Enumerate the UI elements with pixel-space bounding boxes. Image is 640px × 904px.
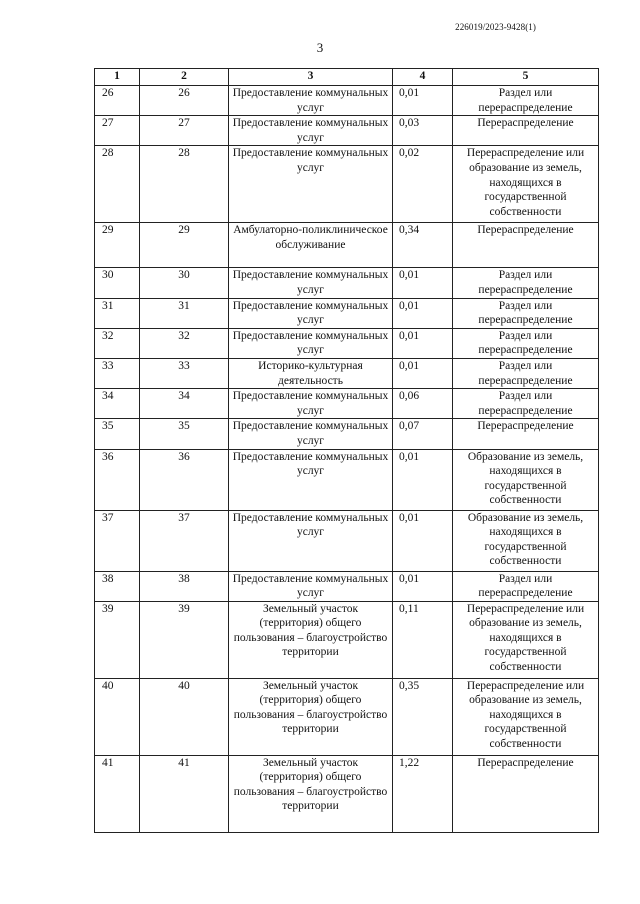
cell-col-3: Предоставление коммунальных услуг	[229, 268, 393, 298]
cell-col-1: 29	[95, 223, 140, 268]
table-row	[95, 389, 599, 419]
cell-col-5: Перераспределение	[453, 223, 599, 268]
cell-col-4: 0,01	[393, 510, 453, 571]
cell-col-4: 0,01	[393, 571, 453, 601]
cell-col-2: 30	[140, 268, 229, 298]
cell-col-2: 34	[140, 389, 229, 419]
table-body	[95, 86, 599, 833]
cell-col-4: 0,01	[393, 86, 453, 116]
cell-col-2: 41	[140, 755, 229, 832]
cell-col-5: Раздел или перераспределение	[453, 389, 599, 419]
cell-col-4: 0,01	[393, 298, 453, 328]
page-number: 3	[316, 40, 324, 55]
cell-col-4: 0,01	[393, 268, 453, 298]
cell-col-5: Раздел или перераспределение	[453, 298, 599, 328]
table-row	[95, 449, 599, 510]
cell-col-5: Перераспределение или образование из земель, находящихся в государственной собственности	[453, 601, 599, 678]
cell-col-3: Земельный участок (территория) общего пользования – благоустройство территории	[229, 755, 393, 832]
cell-col-1: 35	[95, 419, 140, 449]
cell-col-5: Раздел или перераспределение	[453, 328, 599, 358]
cell-col-1: 33	[95, 358, 140, 388]
table-row	[95, 601, 599, 678]
cell-col-5: Раздел или перераспределение	[453, 268, 599, 298]
cell-col-4: 0,34	[393, 223, 453, 268]
cell-col-1: 27	[95, 116, 140, 146]
cell-col-4: 1,22	[393, 755, 453, 832]
cell-col-4: 0,06	[393, 389, 453, 419]
cell-col-2: 36	[140, 449, 229, 510]
cell-col-4: 0,03	[393, 116, 453, 146]
cell-col-5: Раздел или перераспределение	[453, 86, 599, 116]
land-plots-table	[94, 68, 599, 833]
cell-col-2: 33	[140, 358, 229, 388]
cell-col-2: 35	[140, 419, 229, 449]
cell-col-4: 0,02	[393, 146, 453, 223]
column-header-2: 2	[140, 69, 229, 86]
cell-col-3: Предоставление коммунальных услуг	[229, 510, 393, 571]
cell-col-3: Предоставление коммунальных услуг	[229, 86, 393, 116]
table-row	[95, 510, 599, 571]
table-row	[95, 116, 599, 146]
cell-col-2: 38	[140, 571, 229, 601]
cell-col-3: Историко-культурная деятельность	[229, 358, 393, 388]
cell-col-3: Предоставление коммунальных услуг	[229, 571, 393, 601]
document-id: 226019/2023-9428(1)	[455, 22, 536, 32]
cell-col-4: 0,01	[393, 358, 453, 388]
cell-col-4: 0,35	[393, 678, 453, 755]
cell-col-5: Образование из земель, находящихся в государственной собственности	[453, 449, 599, 510]
table-row	[95, 571, 599, 601]
cell-col-5: Перераспределение	[453, 116, 599, 146]
cell-col-5: Перераспределение или образование из земель, находящихся в государственной собственности	[453, 678, 599, 755]
table-row	[95, 86, 599, 116]
cell-col-3: Земельный участок (территория) общего пользования – благоустройство территории	[229, 678, 393, 755]
cell-col-5: Раздел или перераспределение	[453, 358, 599, 388]
cell-col-5: Перераспределение	[453, 419, 599, 449]
cell-col-5: Перераспределение	[453, 755, 599, 832]
column-header-5: 5	[453, 69, 599, 86]
cell-col-3: Предоставление коммунальных услуг	[229, 328, 393, 358]
cell-col-1: 28	[95, 146, 140, 223]
table-row	[95, 298, 599, 328]
cell-col-1: 40	[95, 678, 140, 755]
column-header-1: 1	[95, 69, 140, 86]
cell-col-2: 31	[140, 298, 229, 328]
cell-col-1: 30	[95, 268, 140, 298]
cell-col-2: 32	[140, 328, 229, 358]
cell-col-1: 38	[95, 571, 140, 601]
cell-col-2: 37	[140, 510, 229, 571]
cell-col-3: Земельный участок (территория) общего пользования – благоустройство территории	[229, 601, 393, 678]
column-header-4: 4	[393, 69, 453, 86]
cell-col-1: 36	[95, 449, 140, 510]
cell-col-3: Предоставление коммунальных услуг	[229, 298, 393, 328]
table-row	[95, 419, 599, 449]
cell-col-1: 26	[95, 86, 140, 116]
cell-col-2: 28	[140, 146, 229, 223]
table-row	[95, 268, 599, 298]
cell-col-3: Амбулаторно-поликлиническое обслуживание	[229, 223, 393, 268]
cell-col-4: 0,11	[393, 601, 453, 678]
cell-col-3: Предоставление коммунальных услуг	[229, 116, 393, 146]
cell-col-5: Образование из земель, находящихся в государственной собственности	[453, 510, 599, 571]
cell-col-1: 34	[95, 389, 140, 419]
cell-col-3: Предоставление коммунальных услуг	[229, 419, 393, 449]
cell-col-1: 39	[95, 601, 140, 678]
cell-col-2: 39	[140, 601, 229, 678]
cell-col-3: Предоставление коммунальных услуг	[229, 449, 393, 510]
cell-col-2: 40	[140, 678, 229, 755]
cell-col-1: 41	[95, 755, 140, 832]
table-row	[95, 678, 599, 755]
table-header-row	[95, 69, 599, 86]
column-header-3: 3	[229, 69, 393, 86]
cell-col-4: 0,01	[393, 449, 453, 510]
cell-col-5: Перераспределение или образование из земель, находящихся в государственной собственности	[453, 146, 599, 223]
table-row	[95, 328, 599, 358]
cell-col-3: Предоставление коммунальных услуг	[229, 389, 393, 419]
cell-col-1: 32	[95, 328, 140, 358]
cell-col-2: 29	[140, 223, 229, 268]
cell-col-1: 31	[95, 298, 140, 328]
cell-col-2: 27	[140, 116, 229, 146]
cell-col-2: 26	[140, 86, 229, 116]
table-row	[95, 358, 599, 388]
cell-col-3: Предоставление коммунальных услуг	[229, 146, 393, 223]
cell-col-4: 0,01	[393, 328, 453, 358]
table-row	[95, 146, 599, 223]
table-row	[95, 755, 599, 832]
cell-col-1: 37	[95, 510, 140, 571]
table-row	[95, 223, 599, 268]
cell-col-5: Раздел или перераспределение	[453, 571, 599, 601]
cell-col-4: 0,07	[393, 419, 453, 449]
table-header	[95, 69, 599, 86]
